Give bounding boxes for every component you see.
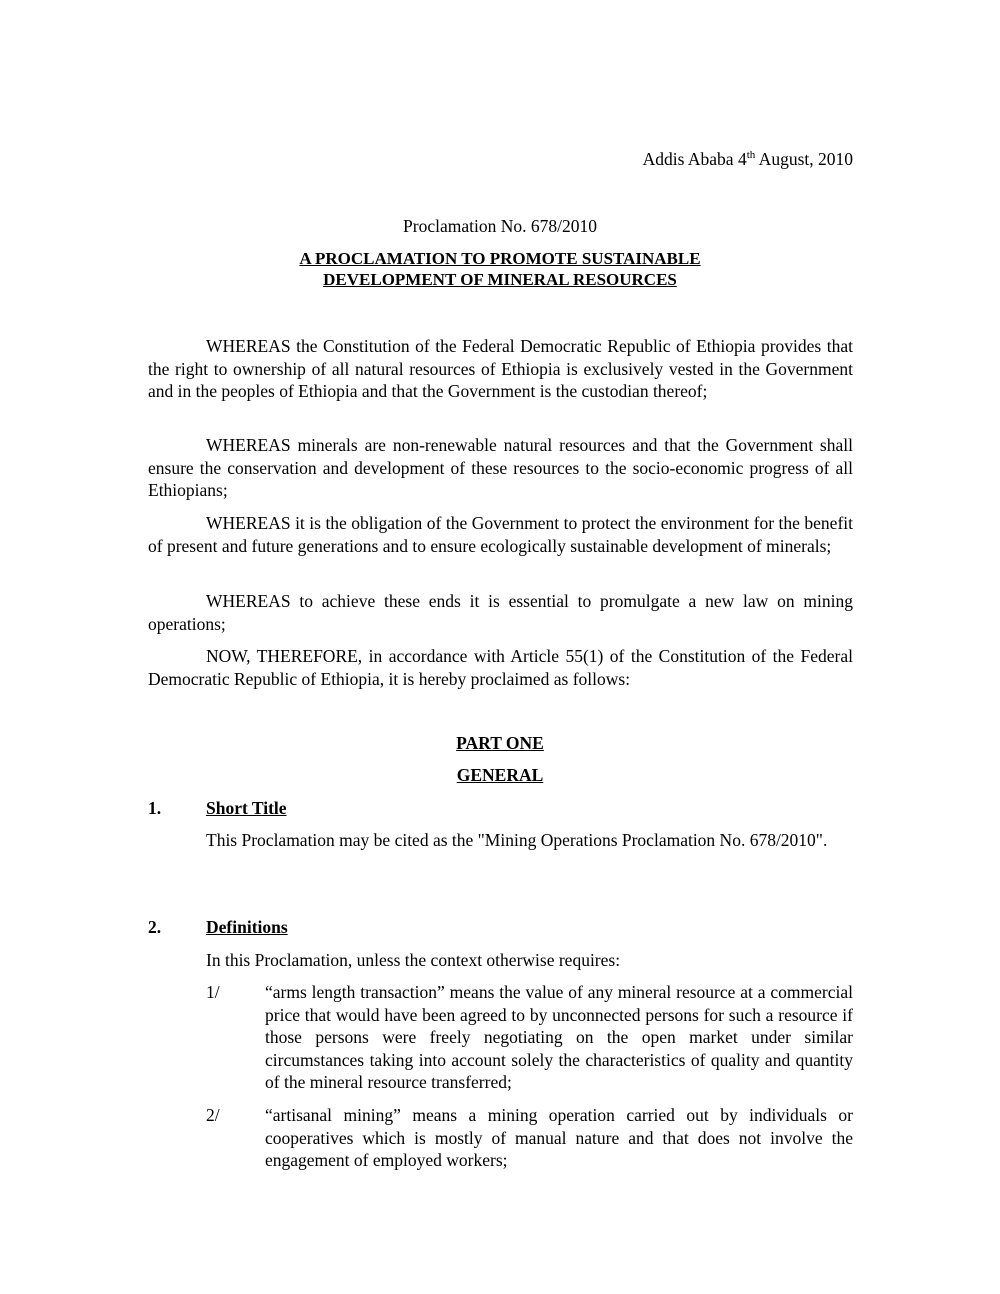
date-suffix: August, 2010: [755, 149, 853, 169]
section-number: 1.: [148, 798, 162, 818]
title-line-1: A PROCLAMATION TO PROMOTE SUSTAINABLE: [299, 249, 701, 268]
definition-number: 2/: [206, 1105, 220, 1125]
definition-text: “arms length transaction” means the value of any mineral resource at a commercial price that would have been agreed to by unconnected persons for such a resource if those persons were freely negotiating on the open market under similar circumstances taking into account solely the characteristics of quality and quantity of the mineral resource transferred;: [265, 982, 853, 1092]
preamble-paragraph: WHEREAS it is the obligation of the Government to protect the environment for the benefit of present and future generations and to ensure ecologically sustainable development of minerals;: [148, 513, 853, 556]
document-date: [643, 148, 853, 170]
section-title: Short Title: [206, 798, 287, 818]
proclamation-title: [0, 248, 1000, 290]
preamble-paragraph: WHEREAS the Constitution of the Federal Democratic Republic of Ethiopia provides that the right to ownership of all natural resources of Ethiopia is exclusively vested in the Government and in the peoples of Ethiopia and that the Government is the custodian thereof;: [148, 336, 853, 401]
preamble-paragraph: WHEREAS to achieve these ends it is essential to promulgate a new law on mining operations;: [148, 591, 853, 634]
title-line-2: DEVELOPMENT OF MINERAL RESOURCES: [323, 270, 677, 289]
section-number: 2.: [148, 917, 162, 937]
part-heading: PART ONE: [456, 733, 544, 753]
date-superscript: th: [746, 149, 756, 162]
definition-text: “artisanal mining” means a mining operation carried out by individuals or cooperatives which is mostly of manual nature and that does not involve the engagement of employed workers;: [265, 1105, 853, 1170]
enacting-clause: NOW, THEREFORE, in accordance with Article 55(1) of the Constitution of the Federal Democratic Republic of Ethiopia, it is hereby proclaimed as follows:: [148, 646, 853, 689]
proclamation-number: Proclamation No. 678/2010: [403, 216, 597, 236]
section-intro: In this Proclamation, unless the context otherwise requires:: [206, 950, 621, 970]
preamble-paragraph: WHEREAS minerals are non-renewable natural resources and that the Government shall ensure the conservation and development of these resources to the socio-economic progress of all Ethiopians;: [148, 435, 853, 500]
date-prefix: Addis Ababa 4: [642, 149, 747, 169]
definition-number: 1/: [206, 982, 220, 1002]
section-title: Definitions: [206, 917, 288, 937]
part-name: GENERAL: [456, 765, 544, 785]
section-body: This Proclamation may be cited as the "Mining Operations Proclamation No. 678/2010".: [206, 830, 828, 850]
